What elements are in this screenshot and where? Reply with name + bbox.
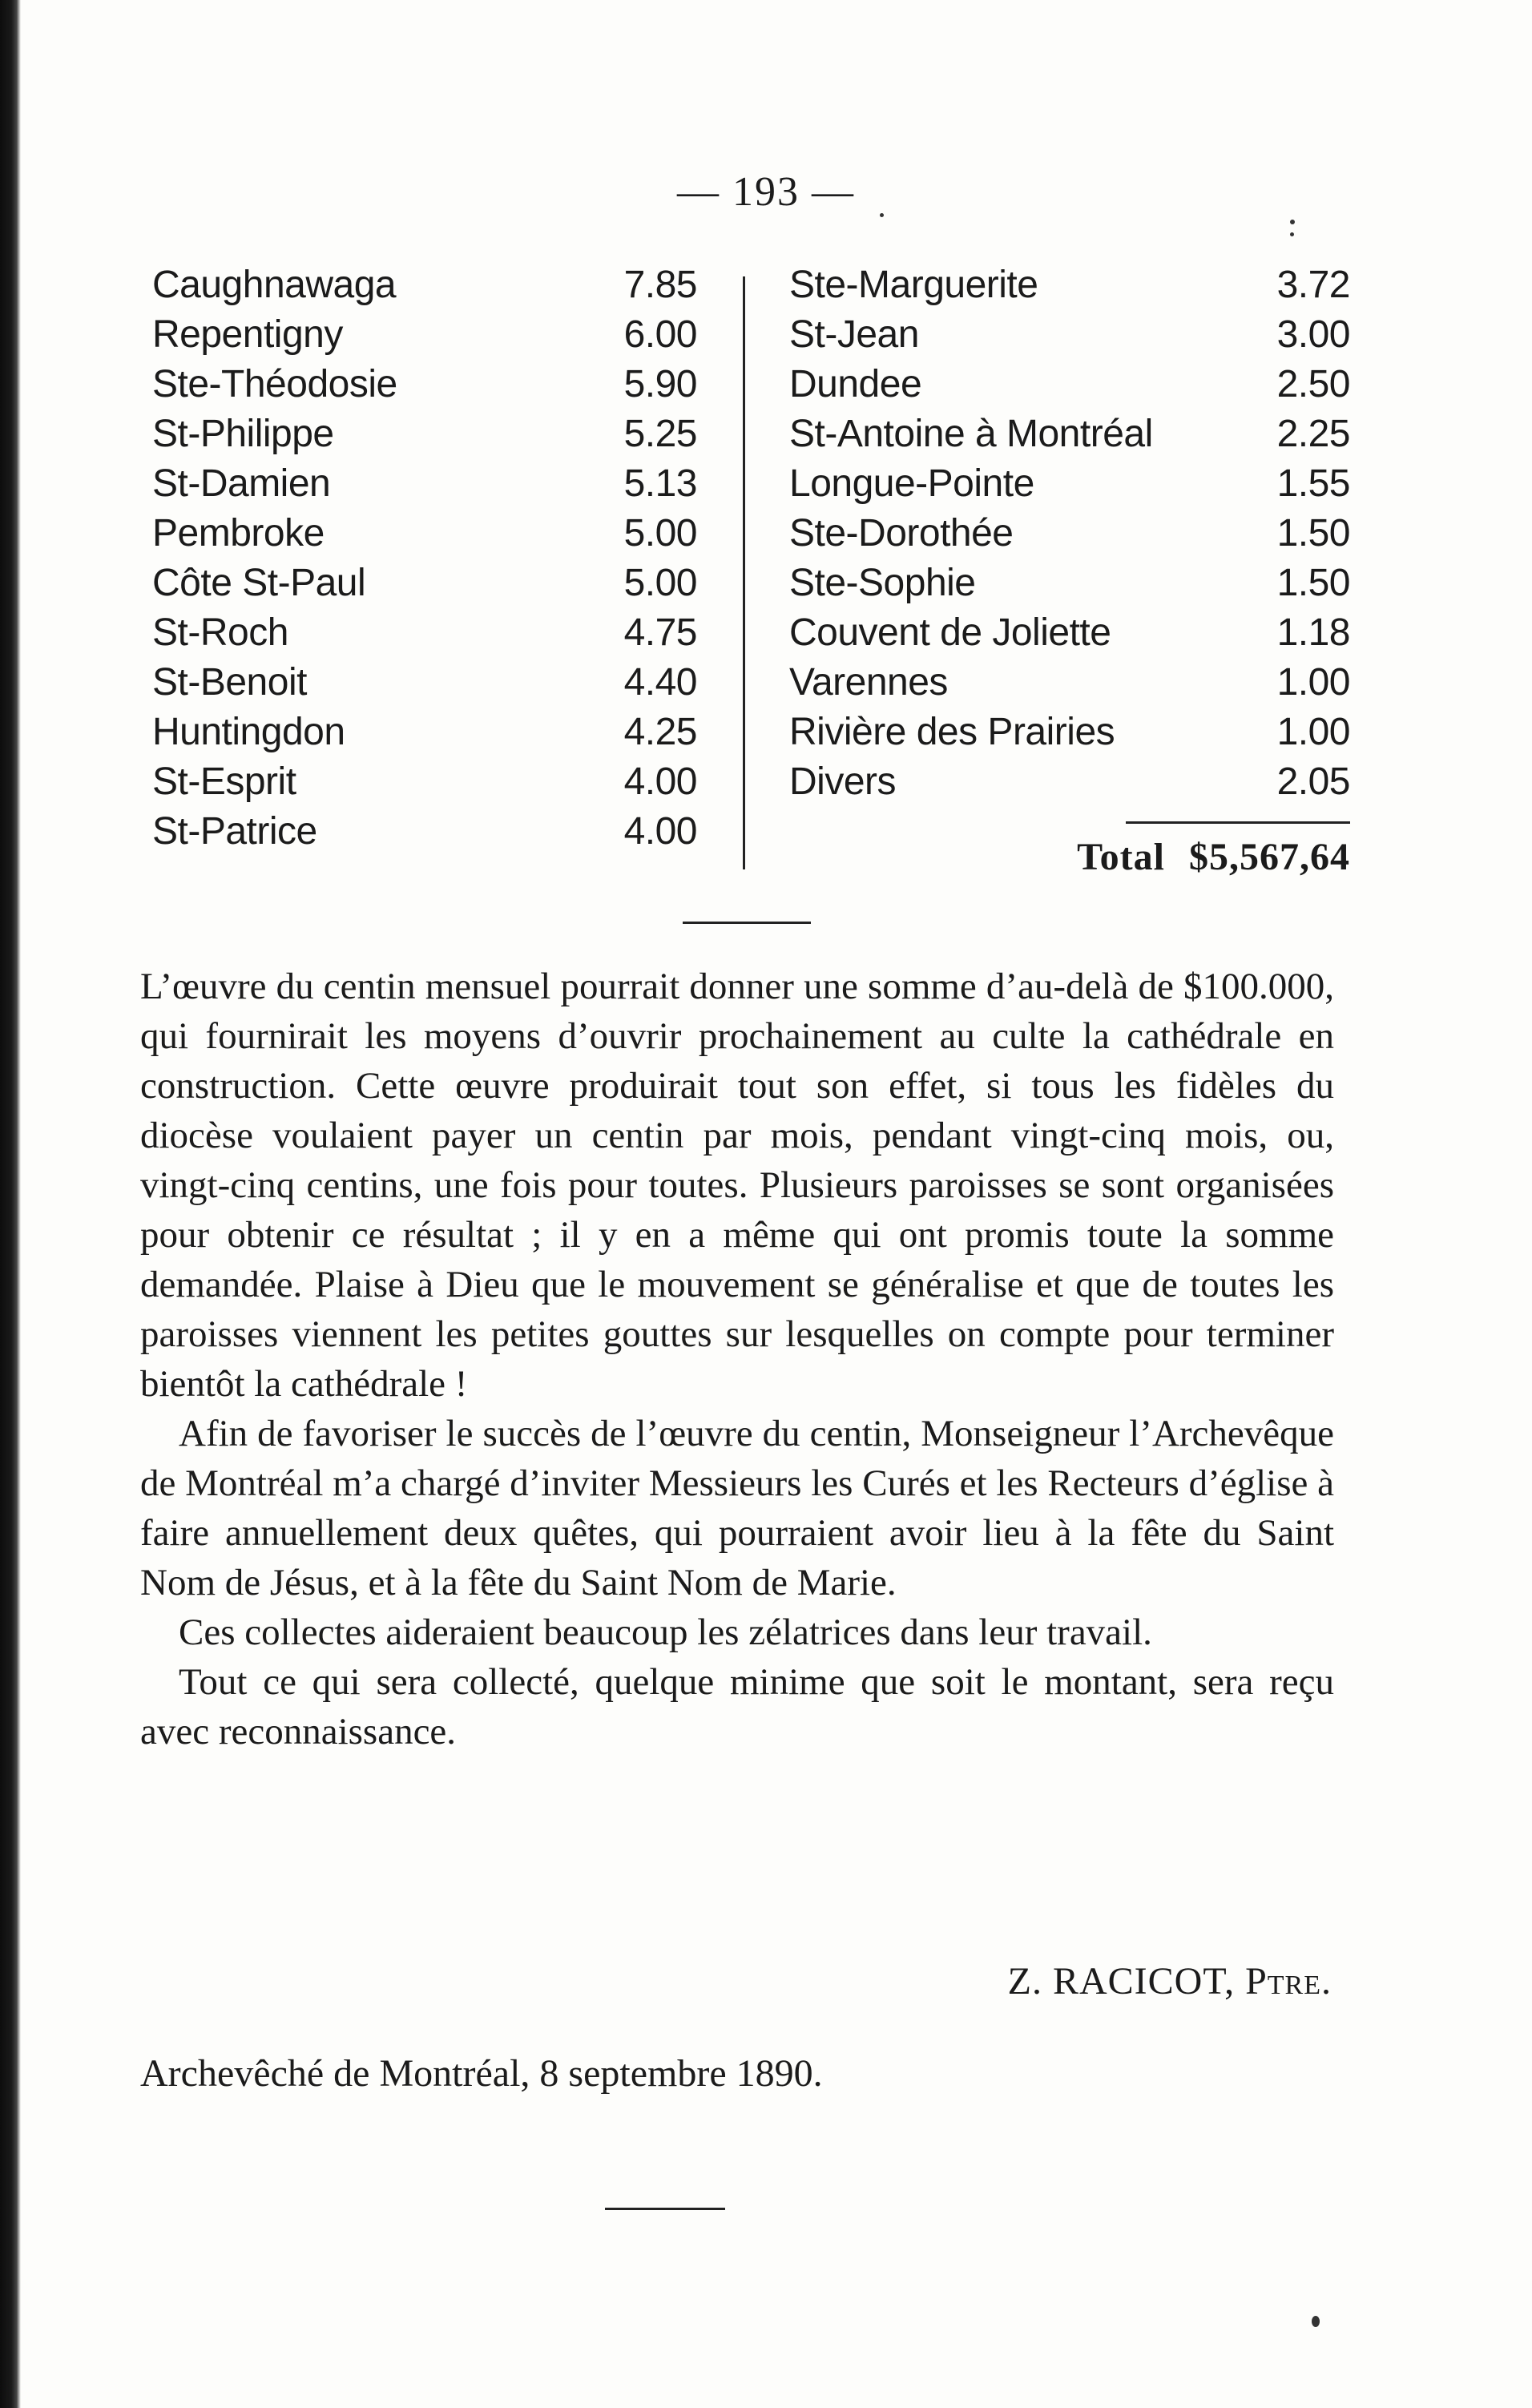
table-row (789, 757, 1350, 807)
parish-name: Rivière des Prairies (789, 711, 1115, 753)
total-row (789, 829, 1350, 885)
parish-name: St-Jean (789, 313, 919, 356)
total-amount: $5,567,64 (1189, 836, 1350, 878)
parish-name: Ste-Théodosie (152, 363, 397, 405)
parish-name: St-Damien (152, 462, 331, 505)
parish-name: Dundee (789, 363, 922, 405)
table-row (789, 658, 1350, 708)
table-row (152, 608, 697, 658)
parish-amount: 1.00 (1276, 661, 1350, 704)
table-row (789, 559, 1350, 608)
signature (1008, 1959, 1332, 2003)
table-row (152, 658, 697, 708)
parish-name: Couvent de Joliette (789, 611, 1111, 654)
parish-amount: 4.75 (623, 611, 697, 654)
total-label: Total (1077, 836, 1165, 878)
table-row (152, 807, 697, 857)
dateline: Archevêché de Montréal, 8 septembre 1890. (140, 2052, 823, 2095)
parish-amount: 5.90 (623, 363, 697, 405)
parish-amount: 5.25 (623, 413, 697, 455)
parish-name: St-Antoine à Montréal (789, 413, 1153, 455)
paragraph: Afin de favoriser le succès de l’œuvre du centin, Monseigneur l’Archevêque de Montréal m’a chargé d’inviter Messieurs les Curés et les Recteurs d’église à faire annuellement deux quêtes, qui pourraient avoir lieu à la fête du Saint Nom de Jésus, et à la fête du Saint Nom de Marie. (140, 1413, 1334, 1603)
table-row (789, 260, 1350, 310)
parish-name: St-Philippe (152, 413, 334, 455)
parish-amount: 1.18 (1276, 611, 1350, 654)
parish-amount: 7.85 (623, 264, 697, 306)
parish-amount: 4.00 (623, 760, 697, 803)
parish-name: Varennes (789, 661, 948, 704)
table-row (789, 708, 1350, 757)
parish-amount: 4.00 (623, 810, 697, 853)
table-row (152, 360, 697, 409)
parish-name: Repentigny (152, 313, 343, 356)
parish-amount: 6.00 (623, 313, 697, 356)
parish-amount: 4.25 (623, 711, 697, 753)
donations-table (152, 260, 1354, 877)
parish-amount: 1.00 (1276, 711, 1350, 753)
paragraph: Tout ce qui sera collecté, quelque minime que soit le montant, sera reçu avec reconnaissance. (140, 1661, 1334, 1753)
page-number: — 193 — (677, 169, 855, 215)
page-binding-edge (0, 0, 21, 2408)
signature-title: Ptre. (1245, 1960, 1332, 2003)
parish-amount: 2.05 (1276, 760, 1350, 803)
parish-amount: 2.25 (1276, 413, 1350, 455)
table-row (789, 310, 1350, 360)
parish-name: St-Patrice (152, 810, 317, 853)
parish-amount: 3.72 (1276, 264, 1350, 306)
parish-name: Ste-Marguerite (789, 264, 1038, 306)
parish-amount: 4.40 (623, 661, 697, 704)
table-row (789, 360, 1350, 409)
parish-name: Ste-Sophie (789, 562, 976, 604)
table-row (789, 459, 1350, 509)
table-row (152, 310, 697, 360)
parish-name: Longue-Pointe (789, 462, 1034, 505)
print-speck (880, 213, 884, 217)
left-column (152, 260, 697, 857)
table-row (789, 509, 1350, 559)
parish-name: Caughnawaga (152, 264, 397, 306)
section-divider (683, 922, 811, 924)
parish-amount: 1.50 (1276, 562, 1350, 604)
parish-amount: 1.50 (1276, 512, 1350, 555)
parish-name: Ste-Dorothée (789, 512, 1014, 555)
paragraph: Ces collectes aideraient beaucoup les zélatrices dans leur travail. (179, 1611, 1152, 1653)
table-row (152, 757, 697, 807)
table-row (152, 260, 697, 310)
parish-amount: 2.50 (1276, 363, 1350, 405)
print-speck (1290, 232, 1294, 236)
parish-name: Huntingdon (152, 711, 345, 753)
parish-amount: 1.55 (1276, 462, 1350, 505)
table-row (152, 459, 697, 509)
print-speck (1312, 2316, 1320, 2327)
table-row (152, 708, 697, 757)
parish-name: Pembroke (152, 512, 325, 555)
table-row (152, 409, 697, 459)
parish-name: St-Roch (152, 611, 288, 654)
paragraph: L’œuvre du centin mensuel pourrait donner une somme d’au-delà de $100.000, qui fournirait les moyens d’ouvrir prochainement au culte la cathédrale en construction. Cette œuvre produirait tout son effet, si tous les fidèles du diocèse voulaient payer un centin par mois, pendant vingt-cinq mois, ou, vingt-cinq centins, une fois pour toutes. Plusieurs paroisses se sont organisées pour obtenir ce résultat ; il y en a même qui ont promis toute la somme demandée. Plaise à Dieu que le mouvement se généralise et que de toutes les paroisses viennent les petites gouttes sur lesquelles on compte pour terminer bientôt la cathédrale ! (140, 966, 1334, 1405)
parish-name: Divers (789, 760, 897, 803)
total-rule (1126, 821, 1350, 824)
column-divider (743, 276, 745, 869)
parish-name: St-Esprit (152, 760, 296, 803)
end-divider (605, 2208, 725, 2210)
parish-amount: 5.00 (623, 562, 697, 604)
parish-name: St-Benoit (152, 661, 307, 704)
table-row (789, 409, 1350, 459)
signature-name: Z. RACICOT, (1007, 1960, 1236, 2003)
right-column (789, 260, 1350, 878)
parish-amount: 5.00 (623, 512, 697, 555)
parish-amount: 3.00 (1276, 313, 1350, 356)
table-row (789, 608, 1350, 658)
table-row (152, 509, 697, 559)
body-text (140, 962, 1334, 1757)
parish-amount: 5.13 (623, 462, 697, 505)
table-row (152, 559, 697, 608)
print-speck (1290, 220, 1295, 224)
parish-name: Côte St-Paul (152, 562, 366, 604)
